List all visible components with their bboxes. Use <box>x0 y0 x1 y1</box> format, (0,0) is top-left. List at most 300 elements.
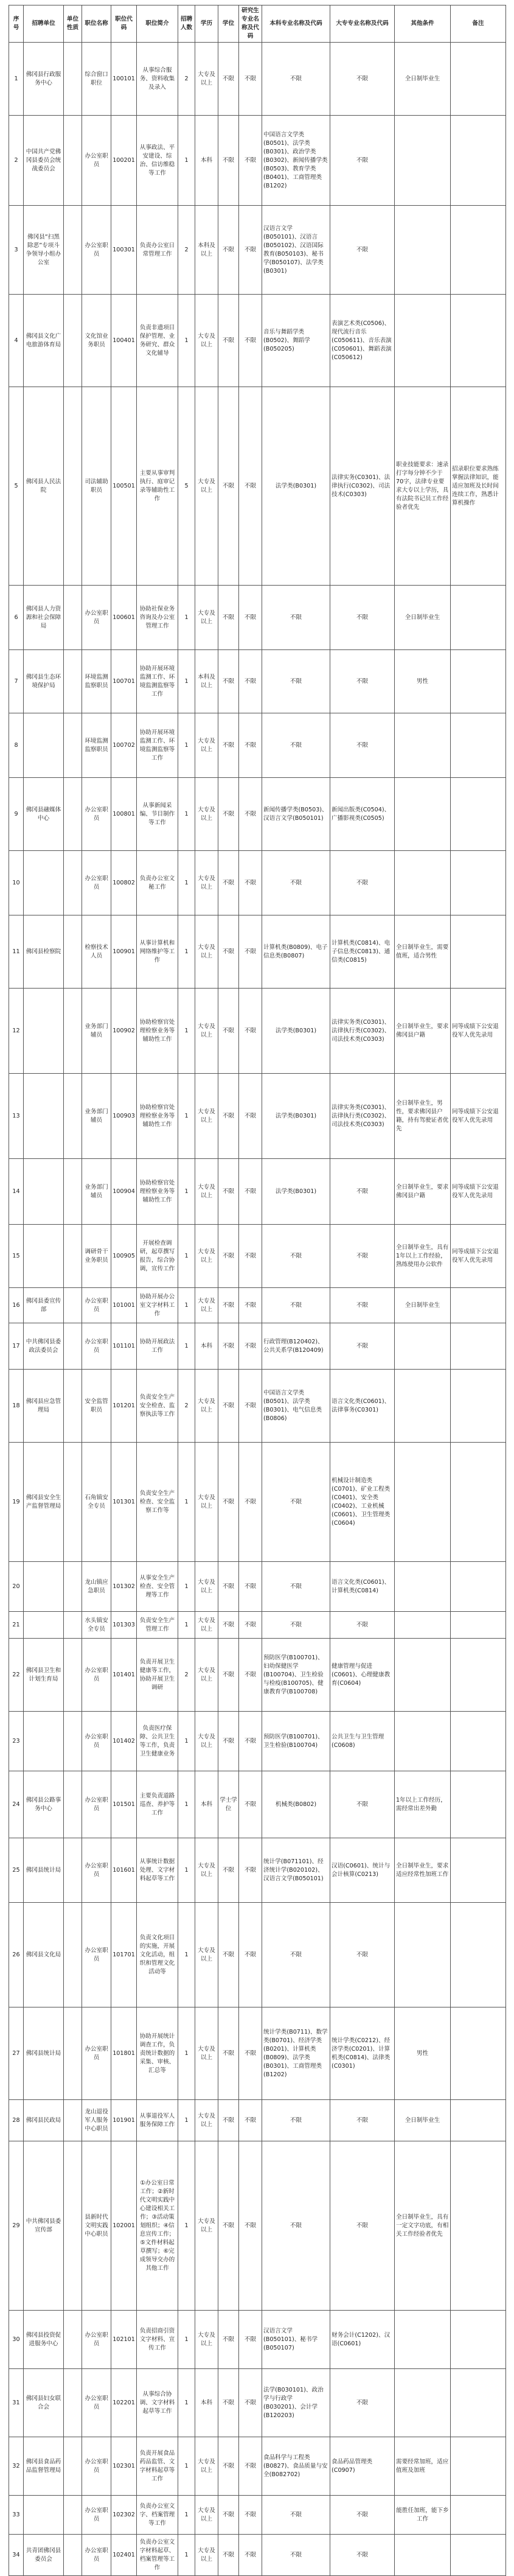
other-conditions-cell: 男性 <box>395 2007 451 2100</box>
header-cell: 单位性质 <box>64 5 82 43</box>
table-row <box>9 2496 506 2535</box>
junior-college-major-cell: 法律实务类(C0301)、法律执行类(C0302)、司法技术类(C0303) <box>330 989 395 1074</box>
unit-type-cell <box>64 43 82 116</box>
undergraduate-major-cell: 不限 <box>262 2535 330 2576</box>
other-conditions-cell: 全日制毕业生 <box>395 43 451 116</box>
remarks-cell <box>451 2535 506 2576</box>
position-description-cell: 从事安全生产检查、安全管理等工作 <box>137 1562 178 1612</box>
table-row <box>9 650 506 713</box>
table-row <box>9 586 506 650</box>
other-conditions-cell <box>395 295 451 387</box>
headcount-cell: 2 <box>178 206 195 295</box>
unit-cell: 佛冈县应急管理局 <box>24 1370 64 1443</box>
position-code-cell: 100903 <box>111 1074 137 1159</box>
position-code-cell: 102001 <box>111 2141 137 2311</box>
undergraduate-major-cell: 音乐与舞蹈学类(B0502)、舞蹈学(B050205) <box>262 295 330 387</box>
degree-cell: 不限 <box>218 43 239 116</box>
education-cell: 大专及以上 <box>195 778 218 851</box>
undergraduate-major-cell: 预防医学(B100701)、妇幼保健医学(B100704)、卫生检验与检疫(B100705)、健康教育学(B100708) <box>262 1639 330 1712</box>
header-cell: 研究生专业名称及代码 <box>239 5 262 43</box>
other-conditions-cell <box>395 851 451 915</box>
table-row <box>9 2100 506 2141</box>
row-number-cell: 1 <box>9 43 24 116</box>
position-description-cell: 协助社保业务咨询及办公室管理工作 <box>137 586 178 650</box>
unit-cell: 佛冈县统计局 <box>24 1838 64 1903</box>
unit-type-cell <box>64 1370 82 1443</box>
remarks-cell <box>451 1903 506 2007</box>
degree-cell: 不限 <box>218 1323 239 1370</box>
remarks-cell <box>451 1612 506 1639</box>
headcount-cell: 2 <box>178 43 195 116</box>
table-row <box>9 1370 506 1443</box>
postgraduate-major-cell: 不限 <box>239 1712 262 1771</box>
table-row <box>9 116 506 206</box>
unit-cell: 佛冈县行政服务中心 <box>24 43 64 116</box>
other-conditions-cell <box>395 1612 451 1639</box>
table-row <box>9 851 506 915</box>
education-cell: 大专及以上 <box>195 1159 218 1225</box>
table-row <box>9 2007 506 2100</box>
position-name-cell: 办公室职员 <box>82 1838 111 1903</box>
row-number-cell: 10 <box>9 851 24 915</box>
row-number-cell: 8 <box>9 713 24 778</box>
postgraduate-major-cell: 不限 <box>239 43 262 116</box>
unit-type-cell <box>64 1612 82 1639</box>
header-cell: 备注 <box>451 5 506 43</box>
table-row <box>9 2535 506 2576</box>
degree-cell: 不限 <box>218 1838 239 1903</box>
row-number-cell: 22 <box>9 1639 24 1712</box>
undergraduate-major-cell: 法学(B030101)、政治学与行政学(B030201)、会计学(B120203) <box>262 2369 330 2437</box>
other-conditions-cell: 全日制毕业生 <box>395 2100 451 2141</box>
junior-college-major-cell: 不限 <box>330 851 395 915</box>
other-conditions-cell <box>395 2311 451 2369</box>
education-cell: 大专及以上 <box>195 2007 218 2100</box>
headcount-cell: 1 <box>178 2535 195 2576</box>
position-description-cell: 负责办公室文字材料起草、档案管理等工作 <box>137 2535 178 2576</box>
undergraduate-major-cell: 汉语言文学(B050101)、秘书学(B050107) <box>262 2311 330 2369</box>
postgraduate-major-cell: 不限 <box>239 1370 262 1443</box>
undergraduate-major-cell: 新闻传播学类(B0503)、汉语言文学(B050101) <box>262 778 330 851</box>
row-number-cell: 34 <box>9 2535 24 2576</box>
headcount-cell: 1 <box>178 1225 195 1288</box>
position-code-cell: 101901 <box>111 2100 137 2141</box>
remarks-cell: 招录职位要求熟练掌握法律知识，能适应加班及长时间连续工作，熟悉计算机操作 <box>451 387 506 586</box>
position-description-cell: 协助开展环境监测工作、环境监测监察等工作 <box>137 650 178 713</box>
position-description-cell: 主要负责道路巡查、养护等工作 <box>137 1771 178 1838</box>
headcount-cell: 2 <box>178 1639 195 1712</box>
headcount-cell: 5 <box>178 387 195 586</box>
position-code-cell: 102301 <box>111 2437 137 2496</box>
position-name-cell: 业务部门辅员 <box>82 1074 111 1159</box>
unit-cell: 佛冈县融媒体中心 <box>24 778 64 851</box>
unit-cell: 佛冈县妇女联合会 <box>24 2369 64 2437</box>
junior-college-major-cell: 不限 <box>330 2141 395 2311</box>
education-cell: 大专及以上 <box>195 1074 218 1159</box>
headcount-cell: 1 <box>178 1712 195 1771</box>
unit-cell: 佛冈县人力资源和社会保障局 <box>24 586 64 650</box>
position-description-cell: 从事新闻采编、节目制作等工作 <box>137 778 178 851</box>
education-cell: 大专及以上 <box>195 2437 218 2496</box>
position-description-cell: 从事统计数据处理、文字材料起草等工作 <box>137 1838 178 1903</box>
headcount-cell: 1 <box>178 116 195 206</box>
other-conditions-cell: 全日制毕业生，需要值班，适合男性 <box>395 915 451 989</box>
postgraduate-major-cell: 不限 <box>239 650 262 713</box>
header-cell: 本科专业名称及代码 <box>262 5 330 43</box>
education-cell: 大专及以上 <box>195 915 218 989</box>
position-name-cell: 办公室职员 <box>82 1288 111 1323</box>
remarks-cell <box>451 586 506 650</box>
unit-type-cell <box>64 650 82 713</box>
unit-cell: 佛冈县生态环境保护局 <box>24 650 64 713</box>
position-code-cell: 100301 <box>111 206 137 295</box>
postgraduate-major-cell: 不限 <box>239 1612 262 1639</box>
position-name-cell: 安全监管职员 <box>82 1370 111 1443</box>
position-code-cell: 101301 <box>111 1443 137 1562</box>
unit-type-cell <box>64 2100 82 2141</box>
other-conditions-cell: 1年以上工作经历，需经常出差外勤 <box>395 1771 451 1838</box>
position-name-cell: 检察技术人员 <box>82 915 111 989</box>
position-code-cell: 101101 <box>111 1323 137 1370</box>
position-name-cell: 调研骨干业务职员 <box>82 1225 111 1288</box>
header-cell: 学历 <box>195 5 218 43</box>
other-conditions-cell <box>395 1712 451 1771</box>
position-code-cell: 102401 <box>111 2535 137 2576</box>
education-cell: 大专及以上 <box>195 2141 218 2311</box>
position-name-cell: 水头镇安全专员 <box>82 1612 111 1639</box>
unit-cell <box>24 1159 64 1225</box>
education-cell: 大专及以上 <box>195 387 218 586</box>
row-number-cell: 17 <box>9 1323 24 1370</box>
education-cell: 大专及以上 <box>195 713 218 778</box>
headcount-cell: 1 <box>178 295 195 387</box>
position-description-cell: 负责非遗项目保护管理、业务研究、群众文化辅导 <box>137 295 178 387</box>
position-description-cell: ①办公室日常工作；②新时代文明实践中心建设相关工作；③活动策划组织；④信息宣传工作；⑤文件材料起草撰写；⑥完成领导交办的其他工作 <box>137 2141 178 2311</box>
undergraduate-major-cell: 机械类(B0802) <box>262 1771 330 1838</box>
unit-type-cell <box>64 989 82 1074</box>
row-number-cell: 5 <box>9 387 24 586</box>
postgraduate-major-cell: 不限 <box>239 116 262 206</box>
degree-cell: 不限 <box>218 2007 239 2100</box>
junior-college-major-cell: 不限 <box>330 2496 395 2535</box>
position-code-cell: 100701 <box>111 650 137 713</box>
unit-cell: 共青团佛冈县委员会 <box>24 2535 64 2576</box>
unit-type-cell <box>64 2496 82 2535</box>
unit-type-cell <box>64 2437 82 2496</box>
degree-cell: 不限 <box>218 116 239 206</box>
unit-type-cell <box>64 1712 82 1771</box>
other-conditions-cell <box>395 778 451 851</box>
postgraduate-major-cell: 不限 <box>239 989 262 1074</box>
position-code-cell: 102302 <box>111 2496 137 2535</box>
degree-cell: 不限 <box>218 2141 239 2311</box>
unit-type-cell <box>64 2007 82 2100</box>
header-cell: 其他条件 <box>395 5 451 43</box>
unit-type-cell <box>64 2369 82 2437</box>
unit-cell: 佛冈县民政局 <box>24 2100 64 2141</box>
position-description-cell: 开展检查调研，起草撰写报告，综合协调，宣传工作 <box>137 1225 178 1288</box>
position-description-cell: 从事政法、平安建设、综治、信访维稳等工作 <box>137 116 178 206</box>
headcount-cell: 1 <box>178 989 195 1074</box>
position-code-cell: 101303 <box>111 1612 137 1639</box>
position-name-cell: 综合窗口职位 <box>82 43 111 116</box>
undergraduate-major-cell: 不限 <box>262 586 330 650</box>
position-code-cell: 100101 <box>111 43 137 116</box>
unit-cell: 佛冈县检察院 <box>24 915 64 989</box>
degree-cell: 不限 <box>218 295 239 387</box>
postgraduate-major-cell: 不限 <box>239 2311 262 2369</box>
degree-cell: 不限 <box>218 989 239 1074</box>
table-row <box>9 1443 506 1562</box>
position-code-cell: 101001 <box>111 1288 137 1323</box>
table-row <box>9 1562 506 1612</box>
undergraduate-major-cell: 统计学(B071101)、经济统计学(B020102)、汉语言文学(B050101) <box>262 1838 330 1903</box>
table-row <box>9 1612 506 1639</box>
headcount-cell: 1 <box>178 586 195 650</box>
junior-college-major-cell: 新闻出版类(C0504)、广播影视类(C0505) <box>330 778 395 851</box>
junior-college-major-cell: 不限 <box>330 1323 395 1370</box>
remarks-cell <box>451 851 506 915</box>
postgraduate-major-cell: 不限 <box>239 1225 262 1288</box>
headcount-cell: 1 <box>178 2369 195 2437</box>
remarks-cell <box>451 1838 506 1903</box>
undergraduate-major-cell: 汉语言文学(B050101)、汉语言(B050102)、汉语国际教育(B050103)、秘书学(B050107)、法学类(B0301) <box>262 206 330 295</box>
undergraduate-major-cell: 不限 <box>262 2496 330 2535</box>
other-conditions-cell <box>395 1639 451 1712</box>
row-number-cell: 14 <box>9 1159 24 1225</box>
table-row <box>9 2141 506 2311</box>
undergraduate-major-cell: 中国语言文学类(B0501)、法学类(B0301)、电气信息类(B0806) <box>262 1370 330 1443</box>
row-number-cell: 26 <box>9 1903 24 2007</box>
table-row <box>9 43 506 116</box>
headcount-cell: 1 <box>178 1903 195 2007</box>
unit-type-cell <box>64 1443 82 1562</box>
row-number-cell: 11 <box>9 915 24 989</box>
education-cell: 大专及以上 <box>195 295 218 387</box>
row-number-cell: 32 <box>9 2437 24 2496</box>
other-conditions-cell <box>395 206 451 295</box>
remarks-cell <box>451 1370 506 1443</box>
other-conditions-cell <box>395 1370 451 1443</box>
position-description-cell: 负责办公室文字、档案管理等工作 <box>137 2496 178 2535</box>
other-conditions-cell: 全日制毕业生，要求佛冈县户籍 <box>395 1159 451 1225</box>
degree-cell: 不限 <box>218 2311 239 2369</box>
row-number-cell: 27 <box>9 2007 24 2100</box>
position-code-cell: 101601 <box>111 1838 137 1903</box>
postgraduate-major-cell: 不限 <box>239 1771 262 1838</box>
remarks-cell <box>451 2311 506 2369</box>
unit-type-cell <box>64 1288 82 1323</box>
row-number-cell: 6 <box>9 586 24 650</box>
unit-cell <box>24 851 64 915</box>
unit-type-cell <box>64 1771 82 1838</box>
education-cell: 本科及以上 <box>195 206 218 295</box>
position-code-cell: 100702 <box>111 713 137 778</box>
position-name-cell: 石角镇安全专员 <box>82 1443 111 1562</box>
position-name-cell: 办公室职员 <box>82 1903 111 2007</box>
table-body <box>9 43 506 2576</box>
row-number-cell: 20 <box>9 1562 24 1612</box>
table-row <box>9 713 506 778</box>
other-conditions-cell <box>395 2535 451 2576</box>
unit-type-cell <box>64 2311 82 2369</box>
header-cell: 大专专业名称及代码 <box>330 5 395 43</box>
undergraduate-major-cell: 不限 <box>262 851 330 915</box>
other-conditions-cell: 职业技能要求：速录打字每分钟不少于70字，法律专业要求大专以上学历，具有法院书记员工作经验者优先 <box>395 387 451 586</box>
undergraduate-major-cell: 不限 <box>262 1612 330 1639</box>
position-description-cell: 负责招商引资文字材料、宣传工作 <box>137 2311 178 2369</box>
remarks-cell: 同等成绩下公安退役军人优先录用 <box>451 1074 506 1159</box>
junior-college-major-cell: 不限 <box>330 2535 395 2576</box>
table-row <box>9 1159 506 1225</box>
row-number-cell: 24 <box>9 1771 24 1838</box>
unit-type-cell <box>64 1903 82 2007</box>
unit-cell: 中国共产党佛冈县委员会统战委员会 <box>24 116 64 206</box>
education-cell: 大专及以上 <box>195 851 218 915</box>
headcount-cell: 1 <box>178 2141 195 2311</box>
headcount-cell: 1 <box>178 2496 195 2535</box>
position-name-cell: 办公室职员 <box>82 851 111 915</box>
headcount-cell: 1 <box>178 713 195 778</box>
position-name-cell: 办公室职员 <box>82 586 111 650</box>
postgraduate-major-cell: 不限 <box>239 1838 262 1903</box>
position-code-cell: 101501 <box>111 1771 137 1838</box>
headcount-cell: 1 <box>178 2437 195 2496</box>
position-name-cell: 业务部门辅员 <box>82 989 111 1074</box>
junior-college-major-cell: 公共卫生与卫生管理(C0608) <box>330 1712 395 1771</box>
position-description-cell: 从事综合协调、文字材料起草等工作 <box>137 2369 178 2437</box>
postgraduate-major-cell: 不限 <box>239 586 262 650</box>
other-conditions-cell <box>395 2369 451 2437</box>
position-name-cell: 办公室职员 <box>82 778 111 851</box>
unit-type-cell <box>64 1159 82 1225</box>
position-code-cell: 101701 <box>111 1903 137 2007</box>
postgraduate-major-cell: 不限 <box>239 1074 262 1159</box>
position-name-cell: 文化馆业务职员 <box>82 295 111 387</box>
table-row <box>9 989 506 1074</box>
remarks-cell <box>451 778 506 851</box>
row-number-cell: 9 <box>9 778 24 851</box>
position-code-cell: 100802 <box>111 851 137 915</box>
undergraduate-major-cell: 不限 <box>262 1443 330 1562</box>
undergraduate-major-cell: 法学类(B0301) <box>262 387 330 586</box>
position-description-cell: 协助开展政法工作 <box>137 1323 178 1370</box>
other-conditions-cell <box>395 116 451 206</box>
unit-type-cell <box>64 2535 82 2576</box>
degree-cell: 不限 <box>218 387 239 586</box>
junior-college-major-cell: 不限 <box>330 2369 395 2437</box>
undergraduate-major-cell: 不限 <box>262 650 330 713</box>
postgraduate-major-cell: 不限 <box>239 1562 262 1612</box>
position-name-cell: 办公室职员 <box>82 1323 111 1370</box>
junior-college-major-cell: 不限 <box>330 43 395 116</box>
postgraduate-major-cell: 不限 <box>239 1159 262 1225</box>
junior-college-major-cell: 不限 <box>330 1159 395 1225</box>
headcount-cell: 1 <box>178 2007 195 2100</box>
other-conditions-cell <box>395 1903 451 2007</box>
row-number-cell: 16 <box>9 1288 24 1323</box>
unit-cell <box>24 1712 64 1771</box>
unit-cell: 佛冈县安全生产监督管理局 <box>24 1443 64 1562</box>
postgraduate-major-cell: 不限 <box>239 206 262 295</box>
junior-college-major-cell: 法律实务类(C0301)、法律执行类(C0302)、司法技术类(C0303) <box>330 1074 395 1159</box>
position-name-cell: 办公室职员 <box>82 1771 111 1838</box>
unit-cell: 佛冈县文化局 <box>24 1903 64 2007</box>
headcount-cell: 1 <box>178 2100 195 2141</box>
degree-cell: 不限 <box>218 778 239 851</box>
unit-cell: 佛冈县投资促进服务中心 <box>24 2311 64 2369</box>
row-number-cell: 13 <box>9 1074 24 1159</box>
junior-college-major-cell: 机械设计制造类(C0701)、矿业工程类(C0401)、安全类(C0402)、工业机械(C0601)、卫生管理类(C0604) <box>330 1443 395 1562</box>
unit-type-cell <box>64 1074 82 1159</box>
remarks-cell <box>451 650 506 713</box>
position-name-cell: 县新时代文明实践中心职员 <box>82 2141 111 2311</box>
position-code-cell: 100601 <box>111 586 137 650</box>
degree-cell: 不限 <box>218 1225 239 1288</box>
table-row <box>9 1903 506 2007</box>
table-row <box>9 295 506 387</box>
position-name-cell: 办公室职员 <box>82 116 111 206</box>
junior-college-major-cell: 不限 <box>330 650 395 713</box>
junior-college-major-cell: 语言文化类(C0601)、法律事务(C0301) <box>330 1370 395 1443</box>
unit-type-cell <box>64 586 82 650</box>
position-name-cell: 办公室职员 <box>82 2535 111 2576</box>
header-cell: 序号 <box>9 5 24 43</box>
postgraduate-major-cell: 不限 <box>239 1903 262 2007</box>
postgraduate-major-cell: 不限 <box>239 1443 262 1562</box>
unit-type-cell <box>64 1838 82 1903</box>
other-conditions-cell: 男性 <box>395 650 451 713</box>
education-cell: 大专及以上 <box>195 2496 218 2535</box>
postgraduate-major-cell: 不限 <box>239 2535 262 2576</box>
unit-type-cell <box>64 778 82 851</box>
junior-college-major-cell: 食品药品管理类(C0907) <box>330 2437 395 2496</box>
position-description-cell: 协助检察官处理检察业务等辅助性工作 <box>137 1074 178 1159</box>
unit-type-cell <box>64 1323 82 1370</box>
undergraduate-major-cell: 统计学类(B0711)、数学类(B0701)、经济学类(B0201)、计算机类(B0809)、法学类(B0301)、工商管理类(B1202) <box>262 2007 330 2100</box>
position-description-cell: 负责办公室日常管理工作 <box>137 206 178 295</box>
position-code-cell: 102201 <box>111 2369 137 2437</box>
junior-college-major-cell: 不限 <box>330 1288 395 1323</box>
degree-cell: 不限 <box>218 1159 239 1225</box>
position-name-cell: 环境监测监察职员 <box>82 650 111 713</box>
degree-cell: 不限 <box>218 713 239 778</box>
position-description-cell: 协助开展环境监测工作、环境监测监察等工作 <box>137 713 178 778</box>
degree-cell: 不限 <box>218 2535 239 2576</box>
postgraduate-major-cell: 不限 <box>239 915 262 989</box>
position-name-cell: 办公室职员 <box>82 2496 111 2535</box>
other-conditions-cell: 全日制毕业生，具有一定文字功底，有相关工作经验者优先 <box>395 2141 451 2311</box>
position-name-cell: 办公室职员 <box>82 1639 111 1712</box>
remarks-cell <box>451 2100 506 2141</box>
table-row <box>9 1323 506 1370</box>
remarks-cell <box>451 1712 506 1771</box>
postgraduate-major-cell: 不限 <box>239 1639 262 1712</box>
position-code-cell: 102101 <box>111 2311 137 2369</box>
row-number-cell: 23 <box>9 1712 24 1771</box>
unit-cell: 佛冈县人民法院 <box>24 387 64 586</box>
other-conditions-cell: 全日制毕业生 <box>395 1288 451 1323</box>
remarks-cell <box>451 1562 506 1612</box>
degree-cell: 不限 <box>218 586 239 650</box>
degree-cell: 不限 <box>218 1712 239 1771</box>
undergraduate-major-cell: 预防医学(B100701)、卫生检验(B100704) <box>262 1712 330 1771</box>
remarks-cell <box>451 1771 506 1838</box>
headcount-cell: 1 <box>178 1771 195 1838</box>
undergraduate-major-cell: 不限 <box>262 1288 330 1323</box>
position-code-cell: 101401 <box>111 1639 137 1712</box>
table-row <box>9 387 506 586</box>
